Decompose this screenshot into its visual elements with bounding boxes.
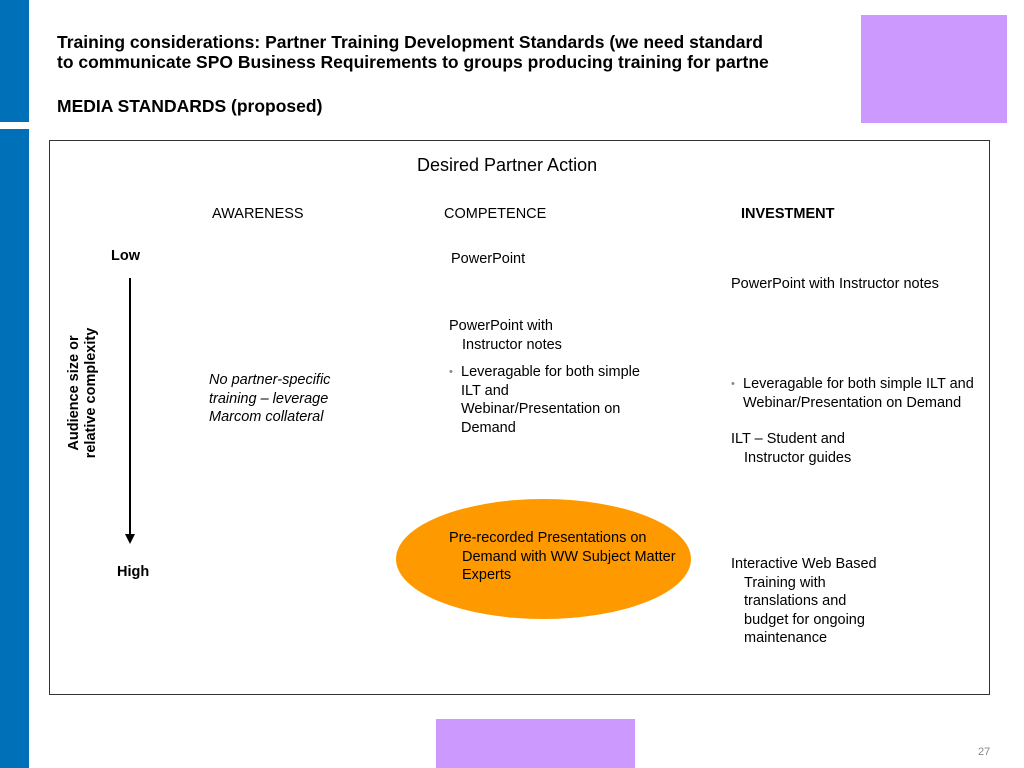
investment-bullet: [731, 375, 988, 412]
left-accent-bar-bottom: [0, 129, 29, 768]
bottom-decoration: [436, 719, 635, 768]
slide-subtitle: MEDIA STANDARDS (proposed): [57, 96, 323, 116]
bullet-dot-icon: •: [731, 378, 735, 390]
investment-item-web-training: Interactive Web Based Training with translations and budget for ongoing maintenance: [731, 556, 877, 646]
axis-high-label: High: [117, 564, 150, 580]
competence-item-powerpoint: PowerPoint: [451, 251, 526, 267]
axis-label-line-2: relative complexity: [83, 327, 99, 459]
awareness-note: [209, 371, 330, 427]
investment-item-powerpoint-notes: PowerPoint with Instructor notes: [731, 276, 939, 292]
bullet-dot-icon: •: [449, 366, 453, 378]
awareness-note-line-2: training – leverage: [209, 390, 329, 407]
column-header-awareness: AWARENESS: [212, 206, 304, 222]
column-header-competence: COMPETENCE: [444, 206, 547, 222]
investment-item-ilt: ILT – Student and Instructor guides: [731, 431, 852, 466]
column-header-investment: INVESTMENT: [741, 206, 835, 222]
competence-item-prerecorded: Pre-recorded Presentations on Demand with WW Subject Matter Experts: [449, 530, 676, 583]
axis-arrow: [122, 276, 138, 546]
awareness-note-line-1: No partner-specific: [209, 372, 331, 388]
slide-title: [57, 32, 867, 72]
investment-bullet-text: Leveragable for both simple ILT and Webinar/Presentation on Demand: [743, 376, 974, 411]
competence-bullet: [449, 363, 643, 437]
competence-item-powerpoint-notes: PowerPoint with Instructor notes: [449, 318, 562, 353]
page-number: 27: [978, 746, 991, 758]
slide-title-line-2: to communicate SPO Business Requirements to groups producing training for partne: [57, 52, 769, 72]
axis-label-line-1: Audience size or: [66, 335, 82, 451]
competence-bullet-text: Leveragable for both simple ILT and Webinar/Presentation on Demand: [461, 364, 640, 436]
awareness-note-line-3: Marcom collateral: [209, 409, 324, 425]
slide-title-line-1: Training considerations: Partner Training Development Standards (we need standard: [57, 32, 763, 52]
axis-label: [53, 318, 113, 468]
diagram-heading: Desired Partner Action: [417, 155, 598, 175]
axis-low-label: Low: [111, 248, 140, 264]
corner-decoration: [861, 15, 1007, 123]
left-accent-bar-top: [0, 0, 29, 122]
